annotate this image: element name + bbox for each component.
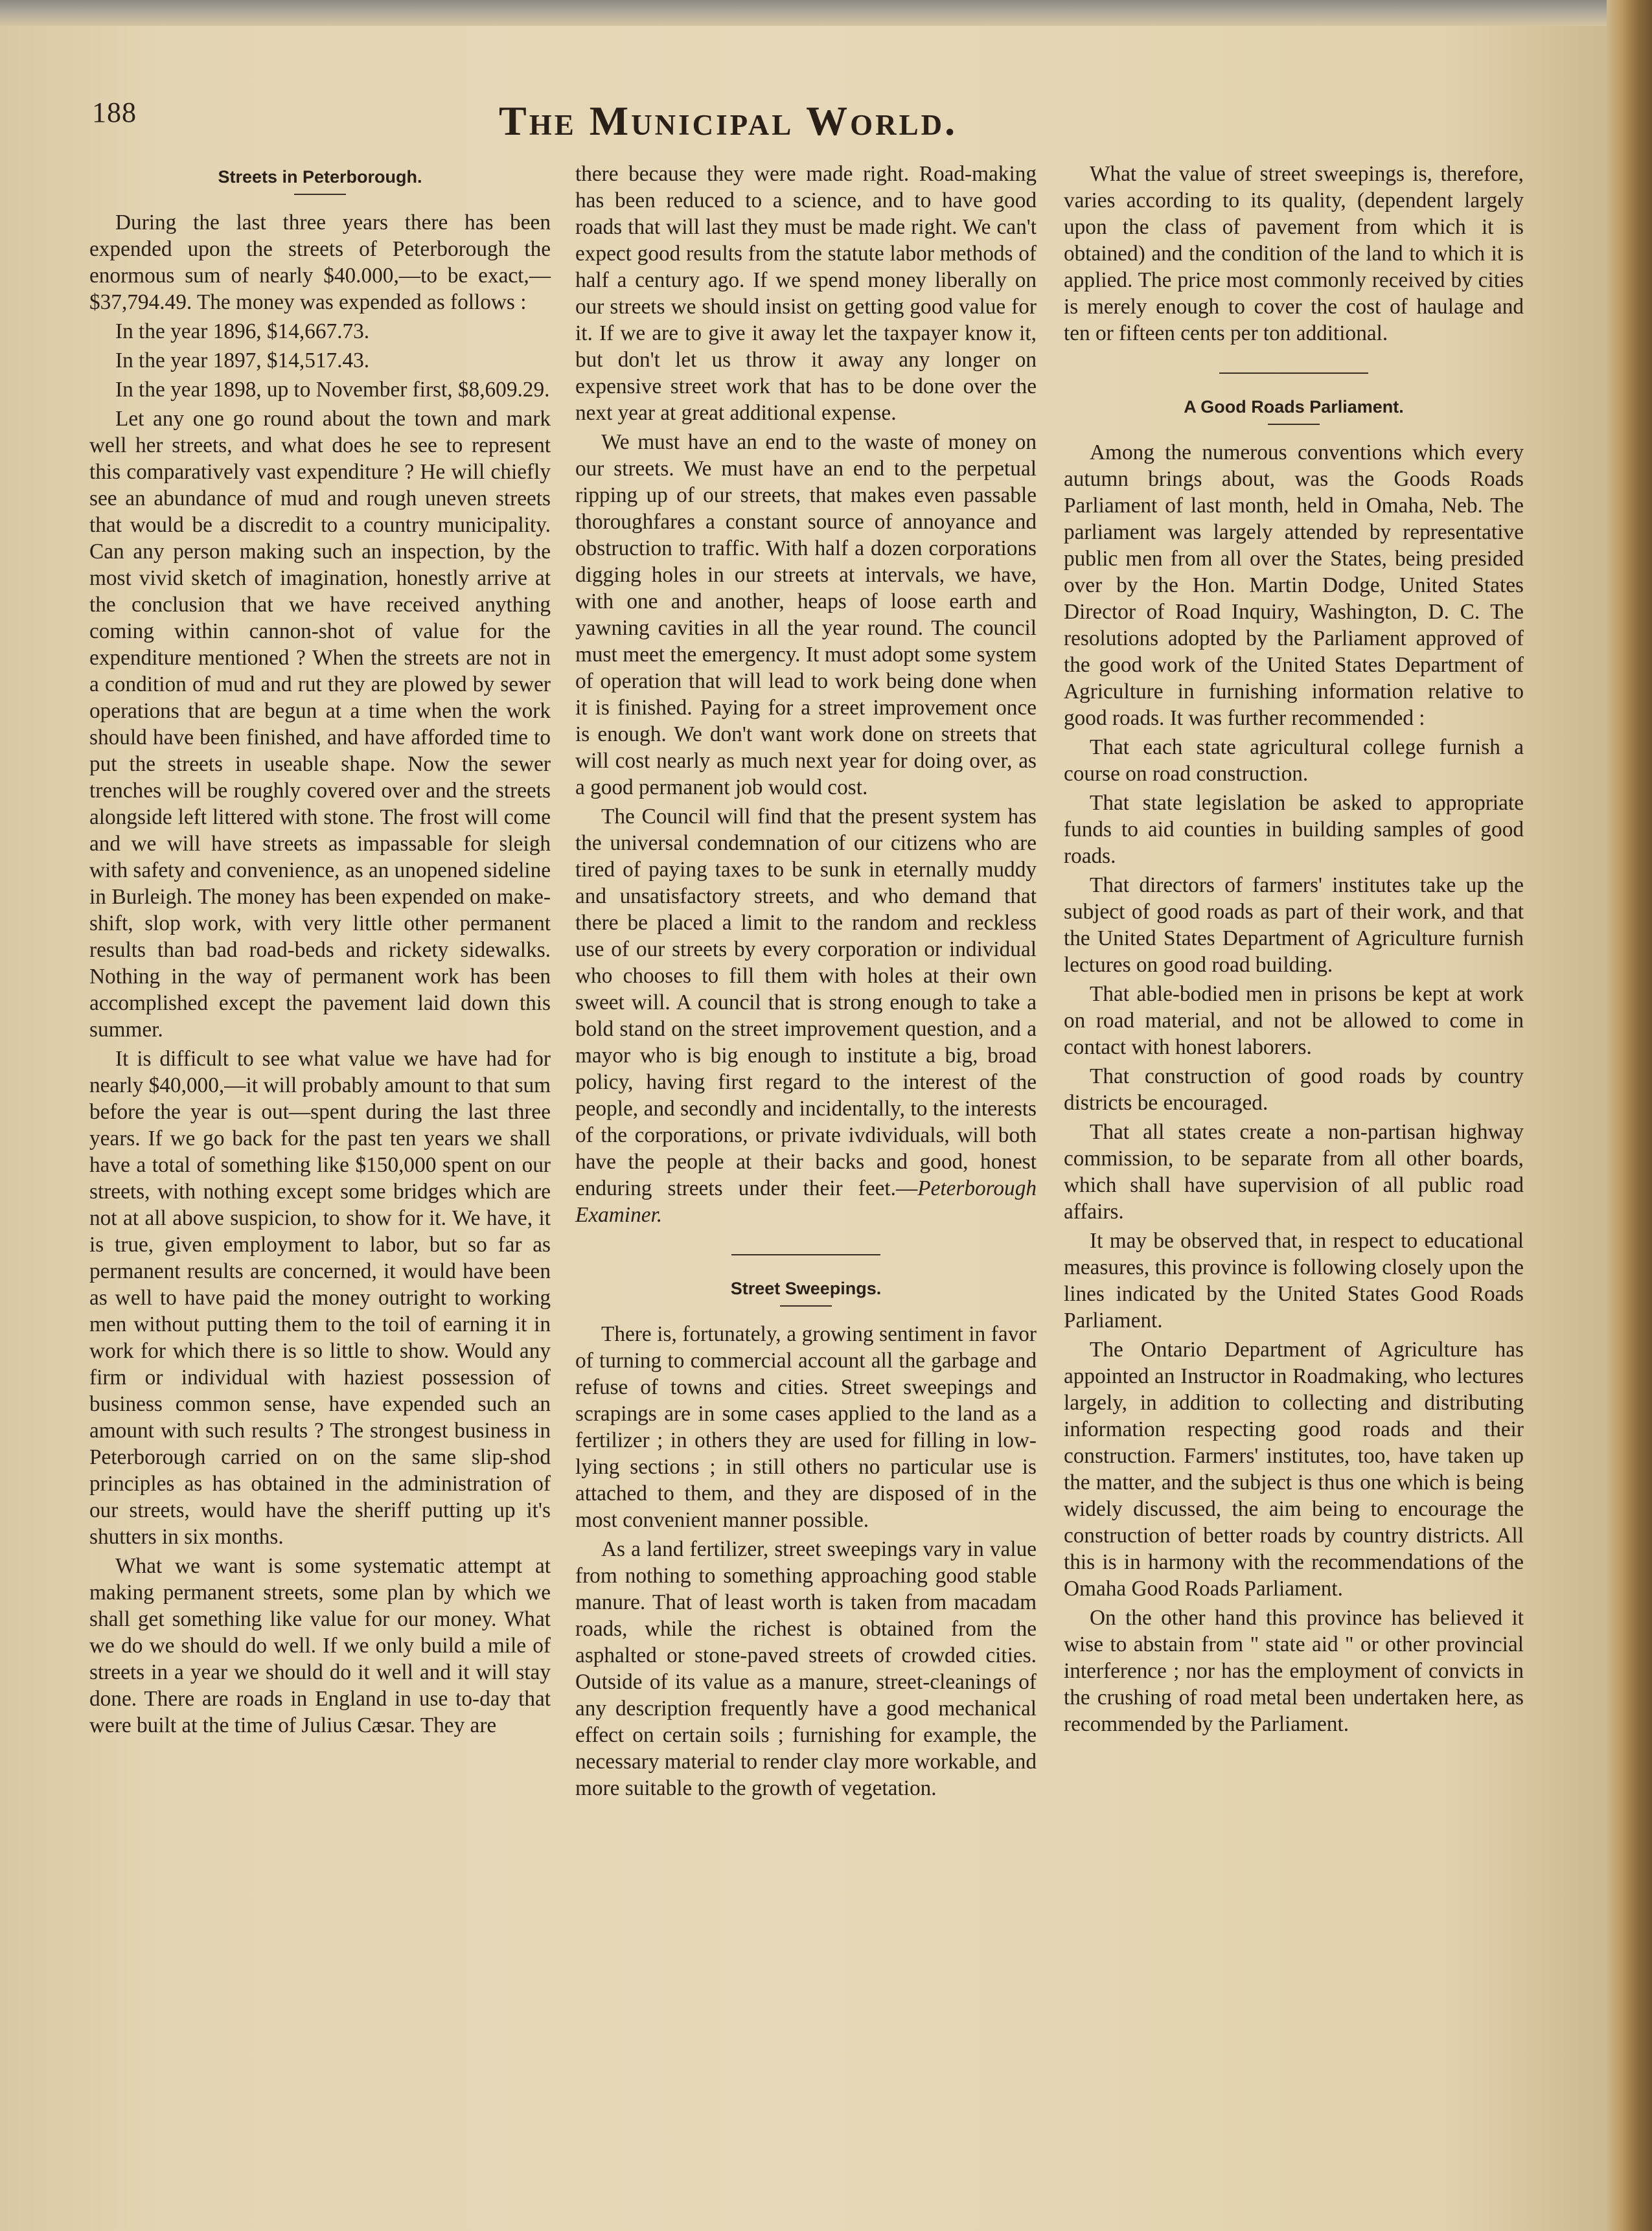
article-paragraph: Among the numerous conventions which every autumn brings about, was the Goods Roads Parliament of last month, held in Omaha, Neb. The parliament was largely attended by representative public men from all over the States, being presided over by the Hon. Martin Dodge, United States Director of Road Inquiry, Washington, D. C. The resolutions adopted by the Parliament approved of the good work of the United States Department of Agriculture in furnishing information relative to good roads. It was further recommended : bbox=[1064, 440, 1524, 730]
title-rule bbox=[294, 194, 346, 195]
resolution-item: That all states create a non-partisan highway commission, to be separate from all other boards, which shall have supervision of all public road affairs. bbox=[1064, 1120, 1524, 1224]
article-paragraph: It is difficult to see what value we have had for nearly $40,000,—it will probably amount to that sum before the year is out—spent during the last three years. If we go back for the past ten years we shall have a total of something like $150,000 spent on our streets, with nothing except some bridges which are not at all above suspicion, to show for it. We have, it is true, given employment to labor, but so far as permanent results are concerned, it would have been as well to have paid the money outright to working men without putting them to the toil of earning it in work for which there is so little to show. Would any firm or individual with haziest possession of business common sense, have expended such an amount with such results ? The strongest business in Peterborough carried on on the same slip-shod principles as has obtained in the administration of our streets, would have the sheriff putting up it's shutters in six months. bbox=[89, 1047, 551, 1549]
section-separator bbox=[731, 1254, 880, 1255]
article-credit: Peterborough Examiner. bbox=[575, 1176, 1037, 1227]
resolution-item: That state legislation be asked to appropriate funds to aid counties in building samples of good roads. bbox=[1064, 791, 1524, 868]
article-paragraph: As a land fertilizer, street sweepings vary in value from nothing to something approaching good stable manure. That of least worth is taken from macadam roads, while the richest is obtained from the asphalted or stone-paved streets of crowded cities. Outside of its value as a manure, street-cleanings of any description frequently have a good mechanical effect on certain soils ; furnishing for example, the necessary material to render clay more workable, and more suitable to the growth of vegetation. bbox=[575, 1537, 1037, 1800]
article-paragraph: The Ontario Department of Agriculture has appointed an Instructor in Roadmaking, who lectures largely, in addition to collecting and distributing information respecting good roads and their construction. Farmers' institutes, too, have taken up the matter, and the subject is thus one which is being widely discussed, the aim being to encourage the construction of better roads by country districts. All this is in harmony with the recommendations of the Omaha Good Roads Parliament. bbox=[1064, 1338, 1524, 1601]
article-paragraph: What the value of street sweepings is, therefore, varies according to its quality, (dependent largely upon the class of pavement from which it is obtained) and the condition of the land to which it is applied. The price most commonly received by cities is merely enough to cover the cost of haulage and ten or fifteen cents per ton additional. bbox=[1064, 162, 1524, 345]
page-top-edge bbox=[0, 0, 1607, 26]
article-paragraph: What we want is some systematic attempt at making permanent streets, some plan by which we shall get something like value for our money. What we do we should do well. If we only build a mile of streets in a year we should do it well and it will stay done. There are roads in England in use to-day that were built at the time of Julius Cæsar. They are bbox=[89, 1554, 551, 1737]
article-text: The Council will find that the present system has the universal condemnation of our citizens who are tired of paying taxes to be sunk in eternally muddy and unsatisfactory streets, and who demand that there be placed a limit to the random and reckless use of our streets by every corporation or individual who chooses to fill them with holes at their own sweet will. A council that is strong enough to take a bold stand on the street improvement question, and a mayor who is big enough to institute a big, broad policy, having first regard to the interest of the people, and secondly and incidentally, to the interests of the corporations, or private ivdividuals, will both have the people at their backs and good, honest enduring streets under their feet.— bbox=[575, 805, 1037, 1200]
article-paragraph: Let any one go round about the town and mark well her streets, and what does he see to represent this comparatively vast expenditure ? He will chiefly see an abundance of mud and rough uneven streets that would be a discredit to a country municipality. Can any person making such an inspection, by the most vivid sketch of imagination, honestly arrive at the conclusion that we have received anything coming within cannon-shot of value for the expenditure mentioned ? When the streets are not in a condition of mud and rut they are plowed by sewer operations that are begun at a time when the work should have been finished, and have afforded time to put the streets in useable shape. Now the sewer trenches will be roughly covered over and the streets alongside left littered with stone. The frost will come and we will have streets as impassable for sleigh with safety and convenience, as an unopened sideline in Burleigh. The money has been expended on make-shift, slop work, with very little other permanent results than bad road-beds and rickety sidewalks. Nothing in the way of permanent work has been accomplished except the pavement laid down this summer. bbox=[89, 407, 551, 1042]
article-title-street-sweepings: Street Sweepings. bbox=[730, 1279, 882, 1298]
article-paragraph: It may be observed that, in respect to educational measures, this province is following closely upon the lines indicated by the United States Good Roads Parliament. bbox=[1064, 1229, 1524, 1333]
resolution-item: That able-bodied men in prisons be kept at work on road material, and not be allowed to come in contact with honest laborers. bbox=[1064, 982, 1524, 1059]
page-number: 188 bbox=[92, 97, 137, 128]
article-paragraph: On the other hand this province has believed it wise to abstain from " state aid " or other provincial interference ; nor has the employment of convicts in the crushing of road metal been undertaken here, as recommended by the Parliament. bbox=[1064, 1606, 1524, 1736]
article-paragraph: We must have an end to the waste of money on our streets. We must have an end to the perpetual ripping up of our streets, that makes even passable thoroughfares a constant source of annoyance and obstruction to traffic. With half a dozen corporations digging holes in our streets at intervals, we have, with one and another, heaps of loose earth and yawning cavities in all the year round. The council must meet the emergency. It must adopt some system of operation that will lead to work being done when it is finished. Paying for a street improvement once is enough. We don't want work done on streets that will cost nearly as much next year for doing over, as a good permanent job would cost. bbox=[575, 430, 1037, 799]
title-rule bbox=[1268, 424, 1320, 425]
article-paragraph: In the year 1898, up to November first, $8,609.29. bbox=[115, 378, 550, 402]
article-title-streets-peterborough: Streets in Peterborough. bbox=[218, 167, 422, 187]
column-3 bbox=[1064, 161, 1524, 1740]
resolution-item: That construction of good roads by country districts be encouraged. bbox=[1064, 1064, 1524, 1115]
masthead-title: The Municipal World. bbox=[499, 98, 958, 144]
article-paragraph: There is, fortunately, a growing sentiment in favor of turning to commercial account all the garbage and refuse of towns and cities. Street sweepings and scrapings are in some cases applied to the land as a fertilizer ; in others they are used for filling in low-lying sections ; in still others no particular use is attached to them, and they are disposed of in the most convenient manner possible. bbox=[575, 1322, 1037, 1532]
column-1 bbox=[89, 161, 551, 1741]
article-paragraph: In the year 1896, $14,667.73. bbox=[115, 319, 370, 343]
article-paragraph: In the year 1897, $14,517.43. bbox=[115, 349, 370, 372]
column-2 bbox=[575, 161, 1037, 1804]
title-rule bbox=[780, 1305, 832, 1307]
article-paragraph: During the last three years there has been expended upon the streets of Peterborough the enormous sum of nearly $40.000,—to be exact,—$37,794.49. The money was expended as follows : bbox=[89, 211, 551, 314]
resolution-item: That directors of farmers' institutes take up the subject of good roads as part of their work, and that the United States Department of Agriculture furnish lectures on good road building. bbox=[1064, 873, 1524, 977]
article-paragraph: there because they were made right. Road-making has been reduced to a science, and to have good roads that will last they must be made right. We can't expect good results from the statute labor methods of half a century ago. If we spend money liberally on our streets we should insist on getting good value for it. If we are to give it away let the taxpayer know it, but don't let us throw it away any longer on expensive street work that has to be done over the next year at great additional expense. bbox=[575, 162, 1037, 425]
article-paragraph bbox=[575, 803, 1037, 1228]
resolution-item: That each state agricultural college furnish a course on road construction. bbox=[1064, 735, 1524, 786]
section-separator bbox=[1219, 372, 1368, 374]
article-title-good-roads-parliament: A Good Roads Parliament. bbox=[1184, 397, 1404, 417]
book-spine-edge bbox=[1607, 0, 1652, 2231]
